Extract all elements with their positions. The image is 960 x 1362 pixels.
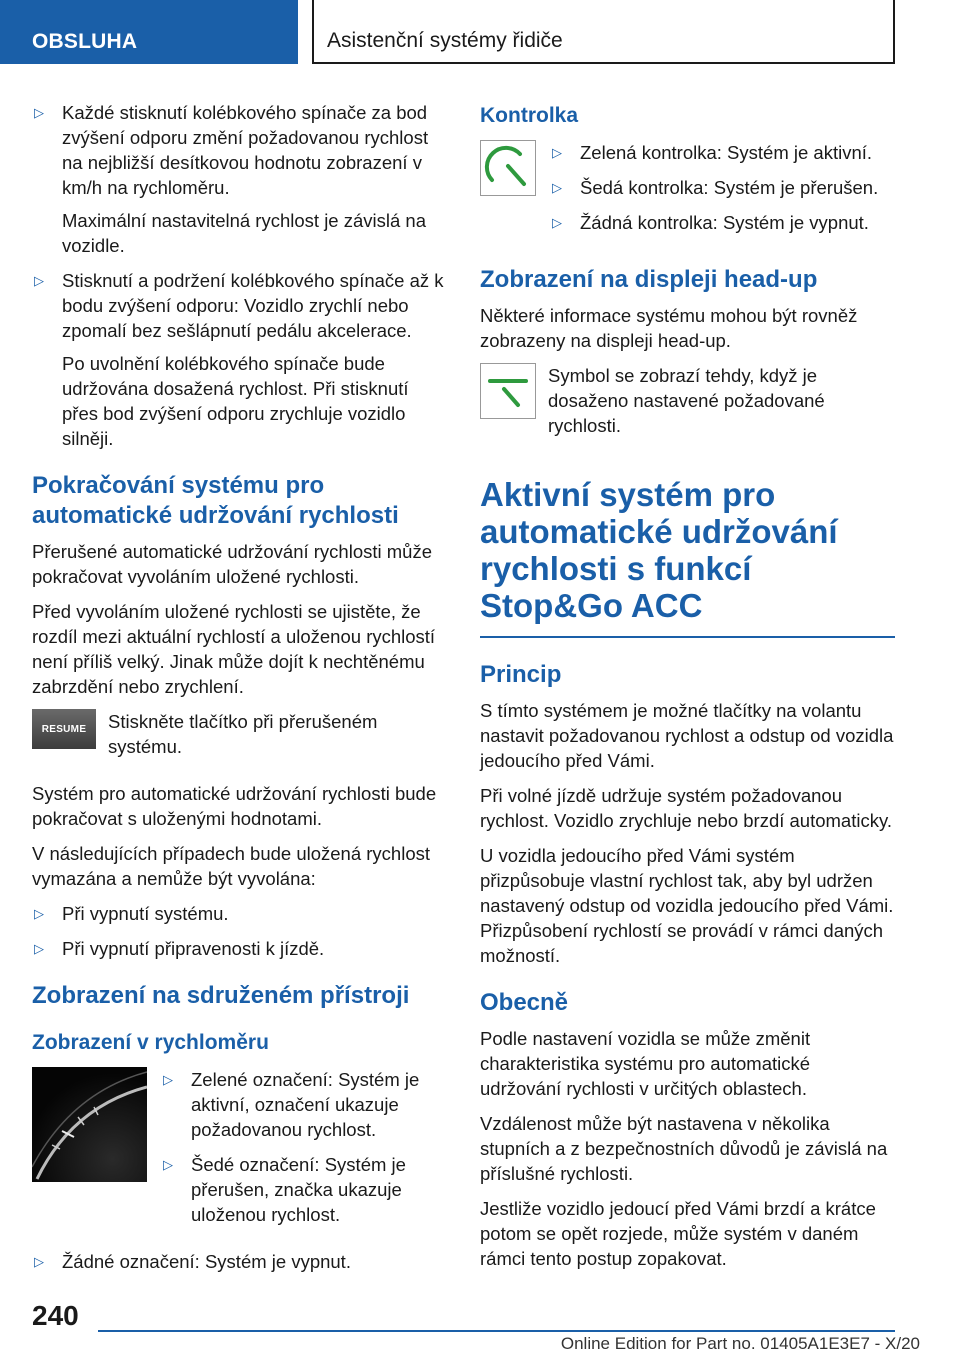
paragraph: Přerušené automatické udržování rychlosti může pokračovat vyvoláním uložené rychlosti. bbox=[32, 541, 432, 587]
bullet-triangle-icon: ▷ bbox=[34, 941, 44, 956]
heading-continue: Pokračování systému pro automatické udržování rychlosti bbox=[32, 472, 399, 529]
gauge-indicator-icon bbox=[480, 140, 536, 196]
bullet-triangle-icon: ▷ bbox=[552, 180, 562, 195]
speedometer-arc-icon bbox=[32, 1067, 147, 1182]
bullet-text: Stisknutí a podržení kolébkového spínače až k bodu zvýšení odporu: Vozidlo zrychlí nebo zpomalí bez sešlápnutí pedálu akcelerace. bbox=[62, 270, 444, 341]
bullet-text: Zelené označení: Systém je aktivní, označení ukazuje požadovanou rychlost. bbox=[191, 1069, 420, 1140]
paragraph: S tímto systémem je možné tlačítky na volantu nastavit požadovanou rychlost a odstup od vozidla jedoucího před Vámi. bbox=[480, 700, 894, 771]
bullet-text: Šedé označení: Systém je přerušen, značka ukazuje uloženou rychlost. bbox=[191, 1154, 406, 1225]
speedometer-image bbox=[32, 1067, 147, 1182]
bullet-triangle-icon: ▷ bbox=[552, 215, 562, 230]
list-item bbox=[32, 268, 447, 451]
kontrolka-row bbox=[480, 140, 895, 245]
left-column bbox=[32, 100, 447, 1284]
bullet-triangle-icon: ▷ bbox=[163, 1157, 173, 1172]
heading-kontrolka: Kontrolka bbox=[480, 104, 579, 127]
resume-button-icon: RESUME bbox=[32, 709, 96, 749]
bullet-text: Šedá kontrolka: Systém je přerušen. bbox=[580, 177, 879, 198]
list-item bbox=[550, 175, 878, 200]
section-divider bbox=[480, 636, 895, 638]
paragraph: Před vyvoláním uložené rychlosti se ujistěte, že rozdíl mezi aktuální rychlostí a uloženou rychlostí není příliš velký. Jinak může dojít k nechtěnému zabrzdění nebo zrychlení. bbox=[32, 601, 436, 697]
section-tab: OBSLUHA bbox=[0, 0, 298, 64]
headup-indicator-icon bbox=[480, 363, 536, 419]
list-item bbox=[161, 1067, 447, 1142]
heading-display: Zobrazení na sdruženém přístroji bbox=[32, 982, 410, 1009]
heading-speedo: Zobrazení v rychloměru bbox=[32, 1031, 269, 1054]
bullet-extra: Maximální nastavitelná rychlost je závislá na vozidle. bbox=[62, 210, 426, 256]
paragraph: Systém pro automatické udržování rychlosti bude pokračovat s uloženými hodnotami. bbox=[32, 783, 437, 829]
paragraph: Některé informace systému mohou být rovněž zobrazeny na displeji head-up. bbox=[480, 305, 858, 351]
list-item bbox=[32, 901, 447, 926]
list-item bbox=[550, 140, 878, 165]
paragraph: U vozidla jedoucího před Vámi systém přizpůsobuje vlastní rychlost tak, aby byl udržen nastavený odstup od vozidla jedoucího před Vámi. Přizpůsobení rychlostí se provádí v rámci daných možností. bbox=[480, 845, 894, 966]
paragraph: Podle nastavení vozidla se může změnit charakteristika systému pro automatické udržování rychlosti v určitých oblastech. bbox=[480, 1028, 811, 1099]
bullet-text: Při vypnutí připravenosti k jízdě. bbox=[62, 938, 325, 959]
heading-acc: Aktivní systém pro automatické udržování rychlosti s funkcí Stop&Go ACC bbox=[480, 476, 838, 624]
bullet-triangle-icon: ▷ bbox=[163, 1072, 173, 1087]
page-number: 240 bbox=[32, 1300, 79, 1331]
list-item bbox=[550, 210, 878, 235]
headup-text: Symbol se zobrazí tehdy, když je dosaženo nastavené požadované rychlosti. bbox=[548, 365, 825, 436]
heading-obecne: Obecně bbox=[480, 989, 569, 1016]
bullet-text: Žádná kontrolka: Systém je vypnut. bbox=[580, 212, 869, 233]
heading-princip: Princip bbox=[480, 661, 562, 688]
list-item bbox=[32, 1249, 447, 1274]
headup-row bbox=[480, 363, 895, 448]
paragraph: Vzdálenost může být nastavena v několika stupních a z bezpečnostních důvodů je závislá na příslušné rychlosti. bbox=[480, 1113, 888, 1184]
footer-edition: Online Edition for Part no. 01405A1E3E7 - X/20 bbox=[560, 1334, 920, 1353]
chapter-title: Asistenční systémy řidiče bbox=[312, 0, 895, 64]
bullet-text: Při vypnutí systému. bbox=[62, 903, 229, 924]
right-column bbox=[480, 100, 895, 1281]
bullet-extra: Po uvolnění kolébkového spínače bude udržována dosažená rychlost. Při stisknutí přes bod zvýšení odporu zrychluje vozidlo silněji. bbox=[62, 353, 409, 449]
list-item bbox=[32, 100, 447, 258]
list-item bbox=[32, 936, 447, 961]
bullet-triangle-icon: ▷ bbox=[34, 273, 44, 288]
paragraph: V následujících případech bude uložená rychlost vymazána a nemůže být vyvolána: bbox=[32, 843, 431, 889]
bullet-triangle-icon: ▷ bbox=[552, 145, 562, 160]
resume-text: Stiskněte tlačítko při přerušeném systému. bbox=[108, 711, 378, 757]
bullet-triangle-icon: ▷ bbox=[34, 105, 44, 120]
bullet-text: Žádné označení: Systém je vypnut. bbox=[62, 1251, 351, 1272]
bullet-text: Každé stisknutí kolébkového spínače za bod zvýšení odporu změní požadovanou rychlost na nejbližší desítkovou hodnotu zobrazení v km/h na rychloměru. bbox=[62, 102, 429, 198]
bullet-text: Zelená kontrolka: Systém je aktivní. bbox=[580, 142, 873, 163]
footer-divider bbox=[98, 1330, 895, 1332]
bullet-triangle-icon: ▷ bbox=[34, 906, 44, 921]
bullet-triangle-icon: ▷ bbox=[34, 1254, 44, 1269]
speedo-row bbox=[32, 1067, 447, 1237]
paragraph: Jestliže vozidlo jedoucí před Vámi brzdí a krátce potom se opět rozjede, může systém v daném rámci tento postup zopakovat. bbox=[480, 1198, 876, 1269]
resume-row bbox=[32, 709, 447, 769]
paragraph: Při volné jízdě udržuje systém požadovanou rychlost. Vozidlo zrychluje nebo brzdí automaticky. bbox=[480, 785, 892, 831]
heading-headup: Zobrazení na displeji head-up bbox=[480, 266, 818, 293]
list-item bbox=[161, 1152, 447, 1227]
